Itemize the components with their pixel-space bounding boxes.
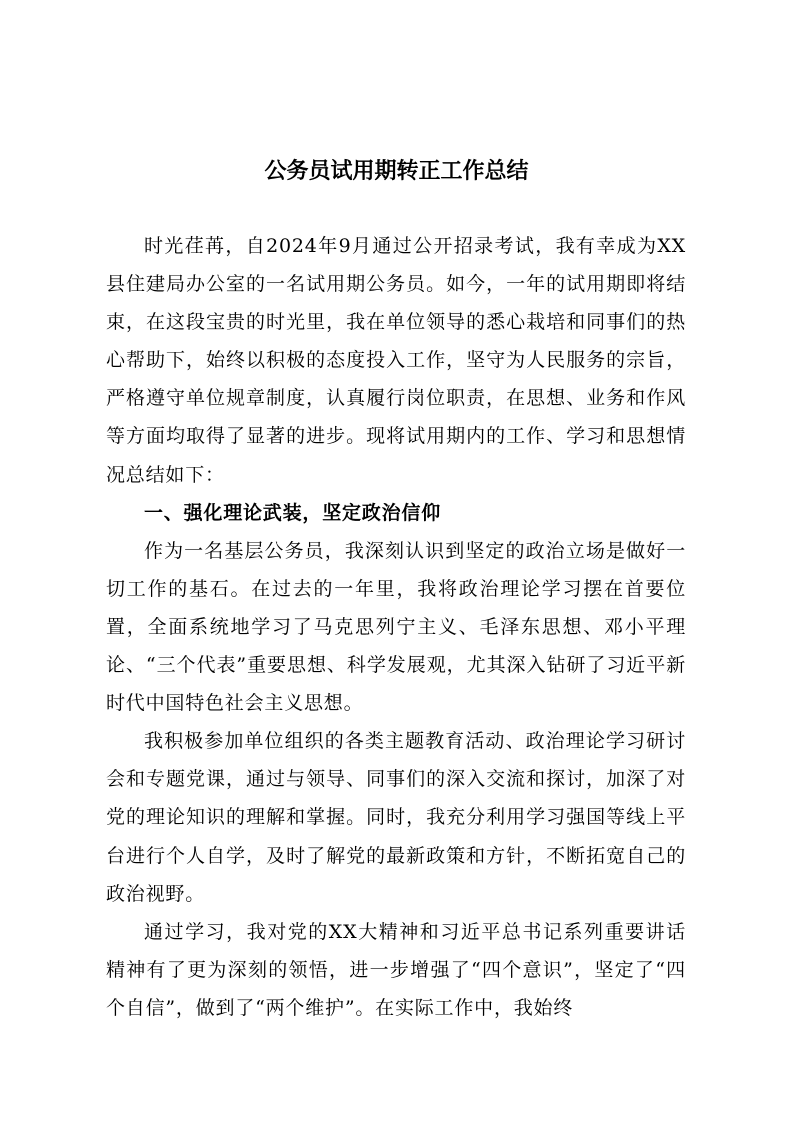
- body-paragraph: 我积极参加单位组织的各类主题教育活动、政治理论学习研讨会和专题党课，通过与领导、同事们的深入交流和探讨，加深了对党的理论知识的理解和掌握。同时，我充分利用学习强国等线上平台进行个人自学，及时了解党的最新政策和方针，不断拓宽自己的政治视野。: [106, 730, 686, 905]
- section-heading-1: 一、强化理论武装，坚定政治信仰: [144, 501, 442, 524]
- body-paragraph: 作为一名基层公务员，我深刻认识到坚定的政治立场是做好一切工作的基石。在过去的一年里，我将政治理论学习摆在首要位置，全面系统地学习了马克思列宁主义、毛泽东思想、邓小平理论、“三个代表”重要思想、科学发展观，尤其深入钻研了习近平新时代中国特色社会主义思想。: [106, 539, 686, 715]
- intro-paragraph: 时光荏苒，自2024年9月通过公开招录考试，我有幸成为XX县住建局办公室的一名试用期公务员。如今，一年的试用期即将结束，在这段宝贵的时光里，我在单位领导的悉心栽培和同事们的热心帮助下，始终以积极的态度投入工作，坚守为人民服务的宗旨，严格遵守单位规章制度，认真履行岗位职责，在思想、业务和作风等方面均取得了显著的进步。现将试用期内的工作、学习和思想情况总结如下：: [106, 235, 686, 486]
- document-body: [106, 227, 686, 1027]
- document-title: 公务员试用期转正工作总结: [264, 159, 529, 184]
- body-paragraph: 通过学习，我对党的XX大精神和习近平总书记系列重要讲话精神有了更为深刻的领悟，进一步增强了“四个意识”，坚定了“四个自信”，做到了“两个维护”。在实际工作中，我始终: [106, 920, 686, 1019]
